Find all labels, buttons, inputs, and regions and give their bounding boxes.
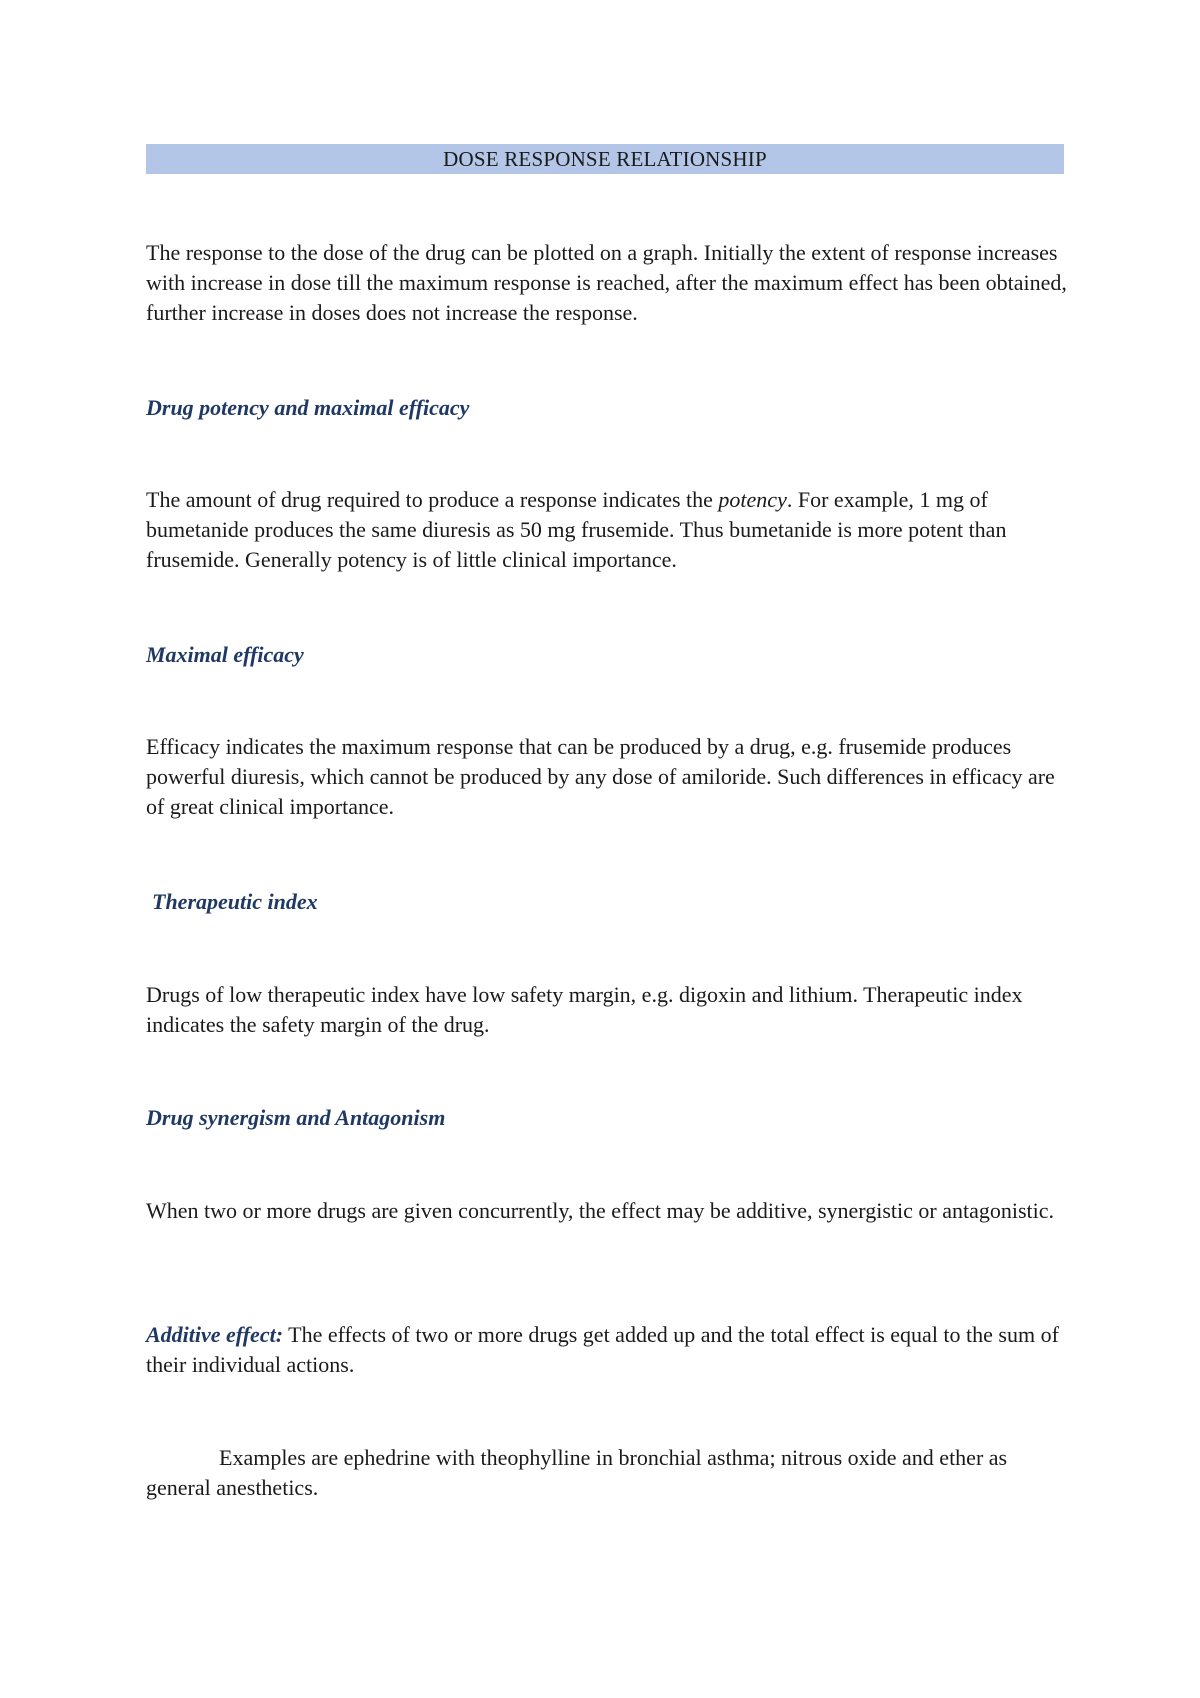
additive-paragraph — [146, 1320, 1071, 1380]
additive-effect-label: Additive effect: — [146, 1322, 284, 1347]
examples-text: Examples are ephedrine with theophylline in bronchial asthma; nitrous oxide and ether as general anesthetics. — [146, 1445, 1008, 1500]
potency-term: potency — [718, 487, 787, 512]
heading-maximal-efficacy: Maximal efficacy — [146, 642, 304, 667]
heading-therapeutic-index: Therapeutic index — [152, 889, 318, 914]
examples-paragraph — [146, 1443, 1071, 1503]
additive-effect-text: The effects of two or more drugs get added up and the total effect is equal to the sum of their individual actions. — [146, 1322, 1059, 1377]
potency-text-before: The amount of drug required to produce a response indicates the — [146, 487, 719, 512]
potency-paragraph — [146, 485, 1071, 575]
efficacy-paragraph: Efficacy indicates the maximum response that can be produced by a drug, e.g. frusemide produces powerful diuresis, which cannot be produced by any dose of amiloride. Such differences in efficacy are of great clinical importance. — [146, 734, 1055, 819]
intro-paragraph: The response to the dose of the drug can be plotted on a graph. Initially the extent of response increases with increase in dose till the maximum response is reached, after the maximum effect has been obtained, further increase in doses does not increase the response. — [146, 240, 1067, 325]
heading-synergism: Drug synergism and Antagonism — [146, 1105, 446, 1130]
potency-text-after: . For example, 1 mg of bumetanide produces the same diuresis as 50 mg frusemide. Thus bumetanide is more potent than frusemide. Generally potency is of little clinical importance. — [146, 487, 1007, 572]
heading-drug-potency: Drug potency and maximal efficacy — [146, 395, 470, 420]
document-title: DOSE RESPONSE RELATIONSHIP — [146, 144, 1064, 174]
synergism-paragraph: When two or more drugs are given concurrently, the effect may be additive, synergistic or antagonistic. — [146, 1198, 1055, 1223]
therapeutic-paragraph: Drugs of low therapeutic index have low safety margin, e.g. digoxin and lithium. Therapeutic index indicates the safety margin of the drug. — [146, 982, 1023, 1037]
